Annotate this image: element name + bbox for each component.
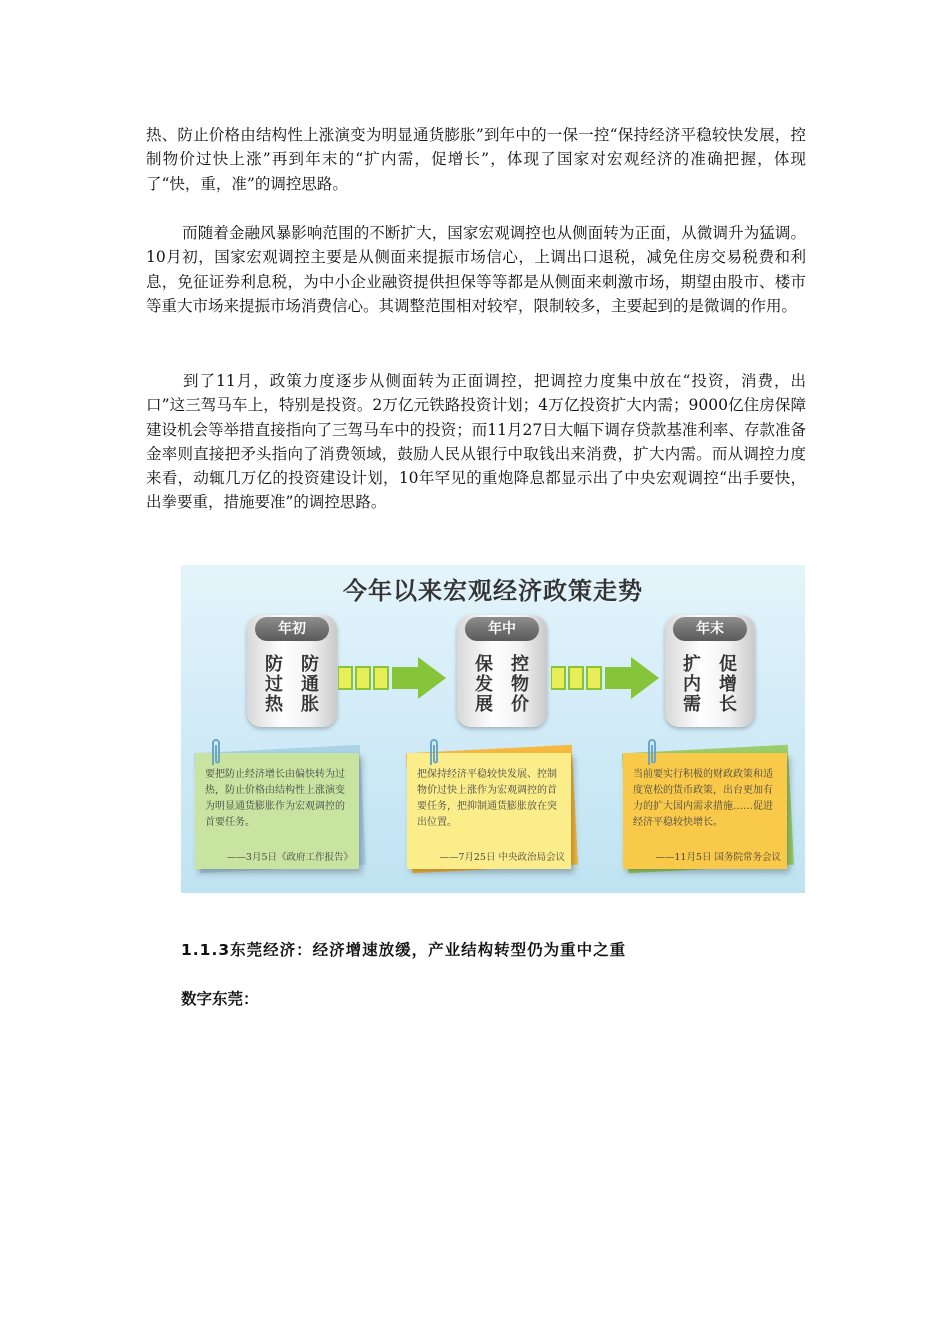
stage-col-left: 保发展	[475, 654, 493, 715]
note-source: ——11月5日 国务院常务会议	[655, 852, 781, 863]
stage-col-right: 促增长	[719, 654, 737, 715]
stage-col-left: 防过热	[265, 654, 283, 715]
paragraph-2-text: 而随着金融风暴影响范围的不断扩大，国家宏观调控也从侧面转为正面，从微调升为猛调。10月初，国家宏观调控主要是从侧面来提振市场信心，上调出口退税，减免住房交易税费和利息，免征证券利息税，为中小企业融资提供担保等等都是从侧面来刺激市场，期望由股市、楼市等重大市场来提振市场消费信心。其调整范围相对较窄，限制较多，主要起到的是微调的作用。	[146, 224, 806, 315]
stage-col-left: 扩内需	[683, 654, 701, 715]
note-source: ——7月25日 中央政治局会议	[439, 852, 565, 863]
stage-col-right: 控物价	[511, 654, 529, 715]
stage-mid-year-jar	[457, 615, 547, 727]
stage-year-end-jar	[665, 615, 755, 727]
paragraph-2	[146, 221, 806, 318]
sticky-note-early-year	[195, 753, 359, 869]
sticky-note-year-end	[623, 753, 787, 869]
right-arrow-icon	[338, 655, 448, 701]
stage-label: 年初	[255, 617, 329, 641]
note-text: 把保持经济平稳较快发展、控制物价过快上涨作为宏观调控的首要任务，把抑制通货膨胀放在突出位置。	[417, 769, 557, 828]
policy-trend-infographic	[181, 565, 805, 893]
section-heading: 1.1.3东莞经济：经济增速放缓，产业结构转型仍为重中之重	[181, 941, 627, 959]
paperclip-icon	[645, 735, 659, 769]
note-text: 要把防止经济增长由偏快转为过热，防止价格由结构性上涨演变为明显通货膨胀作为宏观调控的首要任务。	[205, 769, 345, 828]
right-arrow-icon	[551, 655, 661, 701]
paragraph-1: 热、防止价格由结构性上涨演变为明显通货膨胀”到年中的一保一控“保持经济平稳较快发展，控制物价过快上涨”再到年末的“扩内需，促增长”，体现了国家对宏观经济的准确把握，体现了“快，重，准”的调控思路。	[146, 126, 806, 193]
stage-early-year-jar	[247, 615, 337, 727]
paragraph-3	[146, 369, 806, 515]
subsection-heading: 数字东莞：	[181, 990, 259, 1008]
stage-col-right: 防通胀	[301, 654, 319, 715]
infographic-title: 今年以来宏观经济政策走势	[343, 577, 643, 605]
paperclip-icon	[209, 735, 223, 769]
note-text: 当前要实行积极的财政政策和适度宽松的货币政策，出台更加有力的扩大国内需求措施……促进经济平稳较快增长。	[633, 769, 773, 828]
stage-label: 年末	[673, 617, 747, 641]
paragraph-3-text: 到了11月，政策力度逐步从侧面转为正面调控，把调控力度集中放在“投资，消费，出口”这三驾马车上，特别是投资。2万亿元铁路投资计划；4万亿投资扩大内需；9000亿住房保障建设机会等举措直接指向了三驾马车中的投资；而11月27日大幅下调存贷款基准利率、存款准备金率则直接把矛头指向了消费领域，鼓励人民从银行中取钱出来消费，扩大内需。而从调控力度来看，动辄几万亿的投资建设计划，10年罕见的重炮降息都显示出了中央宏观调控“出手要快，出拳要重，措施要准”的调控思路。	[146, 372, 806, 512]
sticky-note-mid-year	[407, 753, 571, 869]
stage-label: 年中	[465, 617, 539, 641]
paperclip-icon	[427, 735, 441, 769]
note-source: ——3月5日《政府工作报告》	[226, 852, 353, 863]
